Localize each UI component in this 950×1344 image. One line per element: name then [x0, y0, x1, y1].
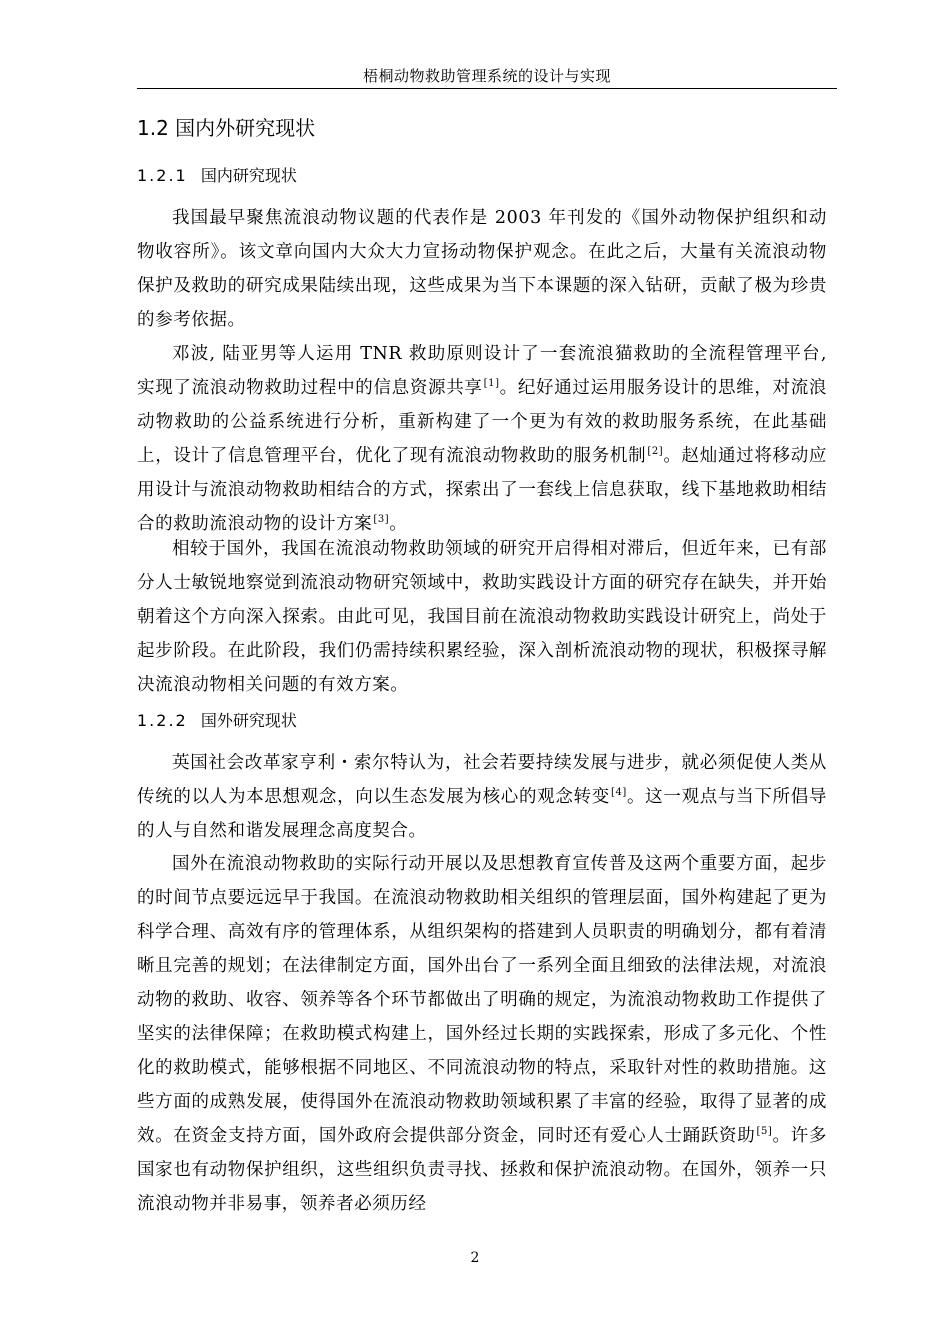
paragraph-text: 。 [389, 514, 408, 534]
page-number: 2 [470, 1250, 480, 1266]
domestic-paragraph-2 [137, 337, 827, 541]
paragraph-text: 英国社会改革家亨利・索尔特认为，社会若要持续发展与进步，就必须促使人类从传统的以人为本思想观念，向以生态发展为核心的观念转变 [137, 753, 827, 807]
subsection-heading-domestic [137, 164, 297, 188]
paragraph-text: 国外在流浪动物救助的实际行动开展以及思想教育宣传普及这两个重要方面，起步的时间节点要远远早于我国。在流浪动物救助相关组织的管理层面，国外构建起了更为科学合理、高效有序的管理体系，从组织架构的搭建到人员职责的明确划分，都有着清晰且完善的规划；在法律制定方面，国外出台了一系列全面且细致的法律法规，对流浪动物的救助、收容、领养等各个环节都做出了明确的规定，为流浪动物救助工作提供了坚实的法律保障；在救助模式构建上，国外经过长期的实践探索，形成了多元化、个性化的救助模式，能够根据不同地区、不同流浪动物的特点，采取针对性的救助措施。这些方面的成熟发展，使得国外在流浪动物救助领域积累了丰富的经验，取得了显著的成效。在资金支持方面，国外政府会提供部分资金，同时还有爱心人士踊跃资助 [137, 854, 827, 1146]
citation-2: [2] [647, 446, 664, 457]
foreign-paragraph-2 [137, 847, 827, 1221]
domestic-paragraph-3: 相较于国外，我国在流浪动物救助领域的研究开启得相对滞后，但近年来，已有部分人士敏锐地察觉到流浪动物研究领域中，救助实践设计方面的研究存在缺失，并开始朝着这个方向深入探索。由此可见，我国目前在流浪动物救助实践设计研究上，尚处于起步阶段。在此阶段，我们仍需持续积累经验，深入剖析流浪动物的现状，积极探寻解决流浪动物相关问题的有效方案。 [137, 539, 827, 695]
paragraph-text: 邓波, 陆亚男等人运用 TNR 救助原则设计了一套流浪猫救助的全流程管理平台, 实现了流浪动物救助过程中的信息资源共享 [137, 344, 827, 398]
domestic-paragraph-1: 我国最早聚焦流浪动物议题的代表作是 2003 年刊发的《国外动物保护组织和动物收容所》。该文章向国内大众大力宣扬动物保护观念。在此之后，大量有关流浪动物保护及救助的研究成果陆续出现，这些成果为当下本课题的深入钻研，贡献了极为珍贵的参考依据。 [137, 208, 827, 330]
subsection-title: 国内研究现状 [200, 166, 297, 185]
paragraph-text: 。许多国家也有动物保护组织，这些组织负责寻找、拯救和保护流浪动物。在国外，领养一只流浪动物并非易事，领养者必须历经 [137, 1126, 827, 1214]
section-heading: 1.2 国内外研究现状 [137, 116, 316, 140]
subsection-heading-foreign [137, 709, 297, 733]
citation-4: [4] [610, 787, 627, 798]
paragraph-text: 。这一观点与当下所倡导的人与自然和谐发展理念高度契合。 [137, 787, 827, 841]
paragraph-text: 。赵灿通过将移动应用设计与流浪动物救助相结合的方式，探索出了一套线上信息获取，线下基地救助相结合的救助流浪动物的设计方案 [137, 446, 827, 534]
citation-1: [1] [483, 378, 500, 389]
citation-3: [3] [373, 514, 390, 525]
subsection-number: 1.2.2 [137, 711, 188, 730]
foreign-paragraph-1 [137, 746, 827, 848]
subsection-title: 国外研究现状 [200, 711, 297, 730]
running-header: 梧桐动物救助管理系统的设计与实现 [362, 67, 611, 85]
citation-5: [5] [756, 1126, 773, 1137]
header-rule [137, 88, 837, 89]
paragraph-text: 。纪好通过运用服务设计的思维，对流浪动物救助的公益系统进行分析，重新构建了一个更为有效的救助服务系统，在此基础上，设计了信息管理平台，优化了现有流浪动物救助的服务机制 [137, 378, 827, 466]
subsection-number: 1.2.1 [137, 166, 188, 185]
